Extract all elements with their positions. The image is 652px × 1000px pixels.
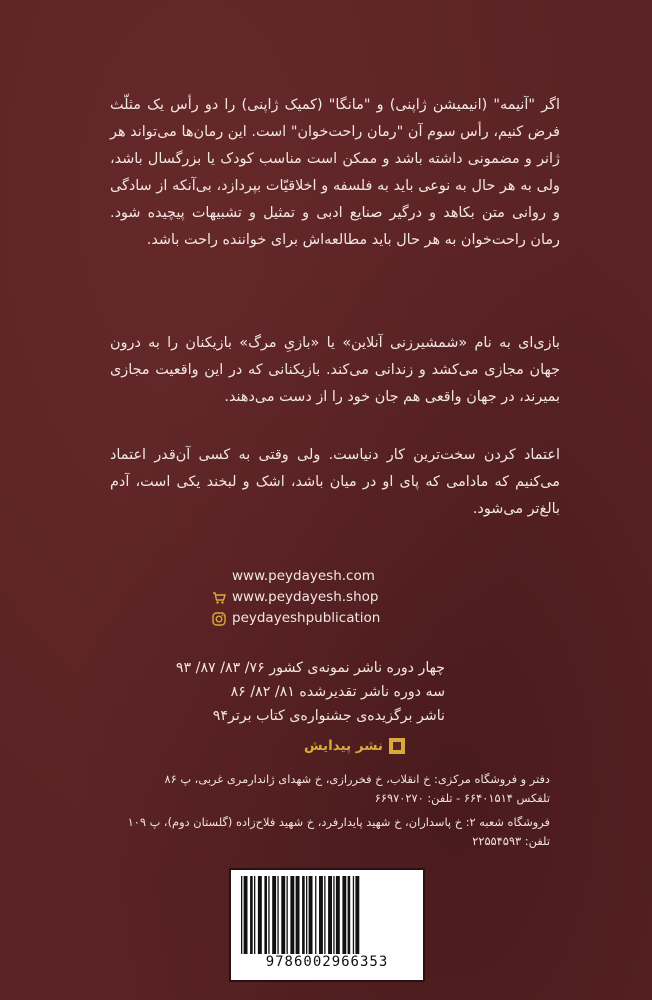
branch-store-line-1: فروشگاه شعبه ۲: خ پاسداران، خ شهید پایدارفرد، خ شهید فلاح‌زاده (گلستان دوم)، پ ۱۰۹	[127, 815, 550, 829]
barcode-bar	[264, 876, 267, 954]
barcode-bar	[306, 876, 307, 954]
barcode-bar	[336, 876, 340, 954]
barcode-bar	[302, 876, 305, 954]
blurb-paragraph-1: اگر "آنیمه" (انیمیشن ژاپنی) و "مانگا" (کمیک ژاپنی) را دو رأس یک مثلّث فرض کنیم، رأس سوم آن "رمان راحت‌خوان" است. این رمان‌ها می‌تواند هر ژانر و مضمونی داشته باشد و ممکن است مناسب کودک یا بزرگسال باشد، ولی به هر حال به نوعی باید به فلسفه و اخلاقیّات بپردازد، بی‌آنکه از سادگی و روانی متن بکاهد و درگیر صنایع ادبی و تمثیل و تشبیهات پیچیده شود. رمان راحت‌خوان به هر حال باید مطالعه‌اش برای خواننده راحت باشد.	[110, 97, 560, 249]
isbn-number: 9786002966353	[265, 954, 389, 970]
barcode-bar	[319, 876, 323, 954]
branch-store-address	[100, 813, 550, 851]
barcode-bar	[272, 876, 276, 954]
barcode-bar	[268, 876, 269, 954]
branch-store-line-2: تلفن: ۲۲۵۵۴۵۹۳	[472, 834, 550, 848]
instagram-row[interactable]	[212, 608, 452, 629]
barcode-bar	[241, 876, 242, 954]
barcode-bar	[348, 876, 351, 954]
barcode-bar	[333, 876, 334, 954]
blank-icon	[212, 570, 226, 584]
barcode-bar	[258, 876, 262, 954]
publisher-mark-icon	[389, 738, 405, 754]
shop-link[interactable]: www.peydayesh.shop	[232, 589, 379, 605]
barcode-bar	[244, 876, 248, 954]
barcode-bar	[281, 876, 285, 954]
shopping-cart-icon	[212, 591, 226, 605]
barcode-bar	[250, 876, 253, 954]
publisher-logo	[245, 738, 405, 754]
website-row[interactable]	[212, 566, 452, 587]
main-store-address	[100, 770, 550, 808]
barcode-bars	[237, 876, 417, 954]
publisher-web-links	[212, 566, 452, 629]
barcode-bar	[328, 876, 332, 954]
main-store-line-1: دفتر و فروشگاه مرکزی: خ انقلاب، خ فخررازی، خ شهدای ژاندارمری غربی، پ ۸۶	[164, 772, 550, 786]
barcode-bar	[277, 876, 278, 954]
website-link[interactable]: www.peydayesh.com	[232, 568, 375, 584]
publisher-awards	[145, 656, 445, 728]
shop-row[interactable]	[212, 587, 452, 608]
barcode-bar	[309, 876, 313, 954]
barcode-bar	[290, 876, 294, 954]
barcode-bar	[353, 876, 354, 954]
barcode-bar	[355, 876, 359, 954]
barcode-bar	[254, 876, 255, 954]
isbn-barcode	[229, 868, 425, 982]
barcode-bar	[315, 876, 316, 954]
publisher-name: نشر پیدایش	[303, 738, 383, 754]
award-line-2: سه دوره ناشر تقدیرشده ۸۱/ ۸۲/ ۸۶	[230, 684, 445, 700]
barcode-bar	[296, 876, 300, 954]
main-store-line-2: تلفکس ۶۶۴۰۱۵۱۴ - تلفن: ۶۶۹۷۰۲۷۰	[374, 791, 550, 805]
award-line-3: ناشر برگزیده‌ی جشنواره‌ی کتاب برتر۹۴	[212, 708, 445, 724]
instagram-icon	[212, 612, 226, 626]
barcode-bar	[324, 876, 325, 954]
instagram-handle[interactable]: peydayeshpublication	[232, 610, 381, 626]
barcode-bar	[342, 876, 346, 954]
blurb-paragraph-3: اعتماد کردن سخت‌ترین کار دنیاست. ولی وقتی به کسی آن‌قدر اعتماد می‌کنیم که مادامی که پای او در میان باشد، اشک و لبخند یکی است، آدم بالغ‌تر می‌شود.	[110, 447, 560, 518]
barcode-bar	[287, 876, 288, 954]
award-line-1: چهار دوره ناشر نمونه‌ی کشور ۷۶/ ۸۳/ ۸۷/ ۹۳	[175, 660, 445, 676]
blurb-paragraph-2: بازی‌ای به نام «شمشیرزنی آنلاین» یا «بازیِ مرگ» بازیکنان را به درون جهان مجازی می‌کشد و زندانی می‌کند. بازیکنانی که در این واقعیت مجازی بمیرند، در جهان واقعی هم جان خود را از دست می‌دهند.	[110, 335, 560, 406]
